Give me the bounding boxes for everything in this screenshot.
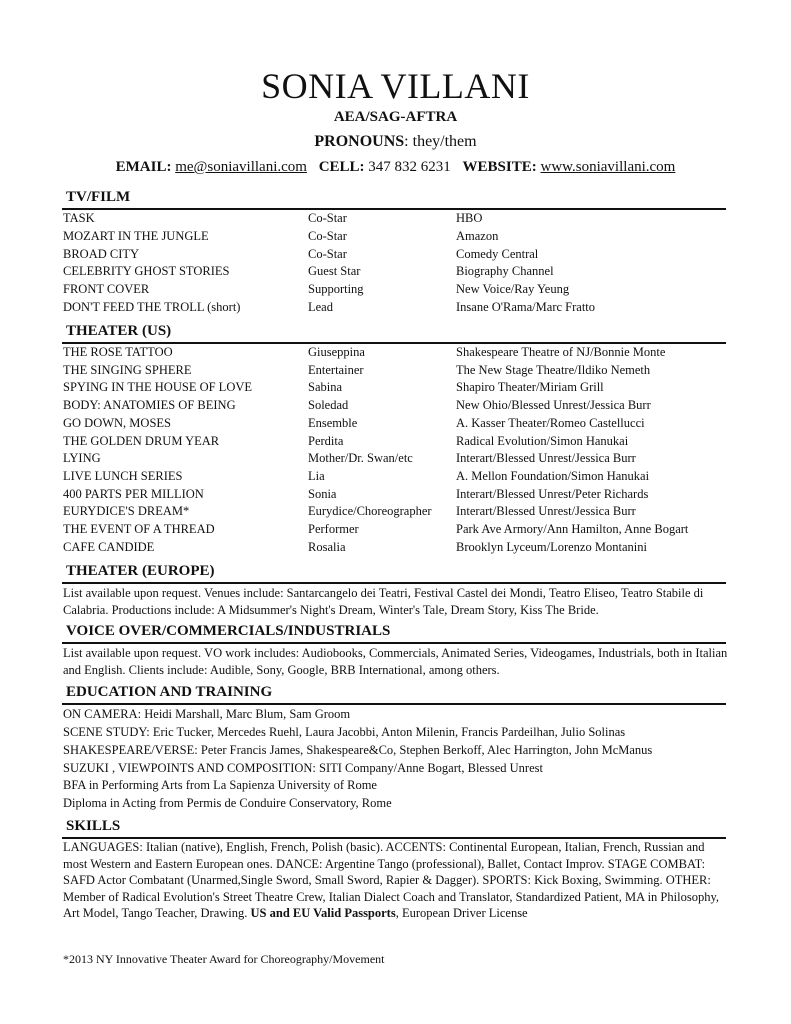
credit-title: 400 PARTS PER MILLION — [63, 486, 204, 501]
credit-title: BODY: ANATOMIES OF BEING — [63, 398, 236, 413]
section-rule — [62, 582, 726, 584]
credit-row — [0, 263, 791, 280]
credit-role: Soledad — [308, 398, 349, 413]
theater-europe-text: List available upon request. Venues include: Santarcangelo dei Teatri, Festival Castel dei Mondi, Teatro Eliseo, Teatro Stabile di Calabria. Productions include: A Midsummer's Night's Dream, Winter's Tale, Dream Story, Kiss The Bride. — [63, 586, 704, 617]
credit-role: Mother/Dr. Swan/etc — [308, 451, 413, 466]
website-link[interactable]: www.soniavillani.com — [540, 159, 676, 175]
skills-tail: , European Driver License — [395, 906, 528, 920]
email-label: EMAIL: — [115, 159, 172, 175]
credit-venue: The New Stage Theatre/Ildiko Nemeth — [456, 362, 651, 377]
cell-number: 347 832 6231 — [368, 159, 451, 175]
credit-role: Rosalia — [308, 539, 346, 554]
voiceover-text: List available upon request. VO work includes: Audiobooks, Commercials, Animated Series, Videogames, Industrials, both in Italian and English. Clients include: Audible, Sony, Google, BRB International, among others. — [63, 646, 728, 677]
skills-text — [63, 839, 728, 922]
credit-venue: Insane O'Rama/Marc Fratto — [456, 300, 596, 314]
section-rule — [62, 642, 726, 644]
credit-row — [0, 362, 791, 379]
credit-role: Guest Star — [308, 264, 361, 279]
credit-title: THE SINGING SPHERE — [63, 362, 192, 377]
credit-title: THE EVENT OF A THREAD — [63, 522, 215, 536]
credit-title: FRONT COVER — [63, 282, 150, 297]
section-title-skills: SKILLS — [66, 818, 121, 834]
credit-title: THE ROSE TATTOO — [63, 345, 173, 359]
education-line: SCENE STUDY: Eric Tucker, Mercedes Ruehl, Laura Jacobbi, Anton Milenin, Francis Pardeilhan, Julio Solinas — [63, 725, 626, 739]
credit-venue: Park Ave Armory/Ann Hamilton, Anne Bogart — [456, 522, 689, 536]
credit-venue: A. Mellon Foundation/Simon Hanukai — [456, 468, 650, 483]
credit-row — [0, 397, 791, 414]
credit-venue: Interart/Blessed Unrest/Jessica Burr — [456, 504, 636, 519]
education-line: SHAKESPEARE/VERSE: Peter Francis James, Shakespeare&Co, Stephen Berkoff, Alec Harrington, John McManus — [63, 743, 653, 757]
credit-venue: New Ohio/Blessed Unrest/Jessica Burr — [456, 398, 651, 413]
credit-title: LYING — [63, 451, 101, 466]
credit-row — [0, 344, 791, 361]
credit-venue: Interart/Blessed Unrest/Jessica Burr — [456, 451, 636, 466]
credit-venue: Radical Evolution/Simon Hanukai — [456, 433, 629, 448]
credit-row — [0, 281, 791, 298]
education-line: ON CAMERA: Heidi Marshall, Marc Blum, Sam Groom — [63, 707, 351, 721]
credit-role: Co-Star — [308, 246, 347, 261]
skills-main: LANGUAGES: Italian (native), English, French, Polish (basic). ACCENTS: Continental European, Italian, French, Russian and most Western and Eastern European ones. DANCE: Argentine Tango (professional), Ballet, Contact Improv. STAGE COMBAT: SAFD Actor Combatant (Unarmed,Single Sword, Small Sword, Rapier & Dagger). SPORTS: Kick Boxing, Swimming. OTHER: Member of Radical Evolution's Street Theatre Crew, Italian Dialect Coach and Translator, Standardized Patient, MA in Philosophy, Art Model, Tango Teacher, Drawing. — [63, 840, 720, 920]
education-line: SUZUKI , VIEWPOINTS AND COMPOSITION: SITI Company/Anne Bogart, Blessed Unrest — [63, 761, 543, 775]
credit-venue: Shapiro Theater/Miriam Grill — [456, 380, 604, 395]
credit-role: Perdita — [308, 433, 344, 448]
credit-title: BROAD CITY — [63, 246, 140, 261]
credit-row — [0, 299, 791, 316]
credit-role: Co-Star — [308, 228, 347, 243]
credit-title: EURYDICE'S DREAM* — [63, 504, 190, 519]
union-affiliation: AEA/SAG-AFTRA — [333, 109, 458, 125]
credit-title: CELEBRITY GHOST STORIES — [63, 264, 230, 279]
credit-venue: Biography Channel — [456, 264, 554, 279]
credit-row — [0, 468, 791, 485]
credit-row — [0, 228, 791, 245]
section-title-theater-us: THEATER (US) — [66, 323, 172, 339]
credit-venue: Amazon — [456, 228, 499, 243]
credit-row — [0, 415, 791, 432]
credit-role: Giuseppina — [308, 345, 365, 359]
credit-row — [0, 503, 791, 520]
section-title-voiceover: VOICE OVER/COMMERCIALS/INDUSTRIALS — [66, 623, 391, 639]
pronouns-line — [0, 132, 791, 152]
credit-venue: New Voice/Ray Yeung — [456, 282, 570, 297]
credit-role: Lead — [308, 300, 333, 314]
credit-venue: Brooklyn Lyceum/Lorenzo Montanini — [456, 539, 647, 554]
credit-venue: HBO — [456, 211, 483, 225]
credit-venue: Comedy Central — [456, 246, 539, 261]
credit-role: Eurydice/Choreographer — [308, 504, 432, 519]
credit-role: Co-Star — [308, 211, 347, 225]
pronouns-label: PRONOUNS — [314, 133, 405, 150]
section-title-tvfilm: TV/FILM — [66, 189, 131, 205]
credit-row — [0, 433, 791, 450]
contact-line — [0, 157, 791, 177]
credit-row — [0, 539, 791, 556]
cell-label: CELL: — [318, 159, 365, 175]
credit-role: Performer — [308, 522, 359, 536]
credit-role: Sabina — [308, 380, 343, 395]
credit-role: Entertainer — [308, 362, 364, 377]
credit-row — [0, 521, 791, 538]
credit-row — [0, 210, 791, 227]
credit-row — [0, 379, 791, 396]
credit-title: GO DOWN, MOSES — [63, 415, 171, 430]
credit-title: CAFE CANDIDE — [63, 539, 155, 554]
section-title-education: EDUCATION AND TRAINING — [66, 684, 273, 700]
credit-row — [0, 486, 791, 503]
credit-title: DON'T FEED THE TROLL (short) — [63, 300, 241, 314]
credit-title: THE GOLDEN DRUM YEAR — [63, 433, 220, 448]
section-rule — [62, 703, 726, 705]
section-title-theater-europe: THEATER (EUROPE) — [66, 563, 215, 579]
skills-passports: US and EU Valid Passports — [250, 906, 396, 920]
resume-name: SONIA VILLANI — [261, 66, 530, 106]
credit-venue: Shakespeare Theatre of NJ/Bonnie Monte — [456, 345, 666, 359]
credit-row — [0, 450, 791, 467]
credit-venue: Interart/Blessed Unrest/Peter Richards — [456, 486, 649, 501]
credit-title: MOZART IN THE JUNGLE — [63, 228, 209, 243]
credit-row — [0, 246, 791, 263]
website-label: WEBSITE: — [462, 159, 537, 175]
credit-title: SPYING IN THE HOUSE OF LOVE — [63, 380, 253, 395]
email-link[interactable]: me@soniavillani.com — [175, 159, 307, 175]
credit-role: Ensemble — [308, 415, 358, 430]
credit-role: Supporting — [308, 282, 364, 297]
credit-title: TASK — [63, 211, 95, 225]
credit-venue: A. Kasser Theater/Romeo Castellucci — [456, 415, 645, 430]
credit-role: Lia — [308, 468, 325, 483]
education-line: Diploma in Acting from Permis de Conduire Conservatory, Rome — [63, 796, 392, 810]
award-footnote: *2013 NY Innovative Theater Award for Choreography/Movement — [63, 952, 385, 966]
credit-role: Sonia — [308, 486, 337, 501]
pronouns-value: : they/them — [404, 133, 477, 150]
credit-title: LIVE LUNCH SERIES — [63, 468, 183, 483]
education-line: BFA in Performing Arts from La Sapienza University of Rome — [63, 778, 377, 792]
